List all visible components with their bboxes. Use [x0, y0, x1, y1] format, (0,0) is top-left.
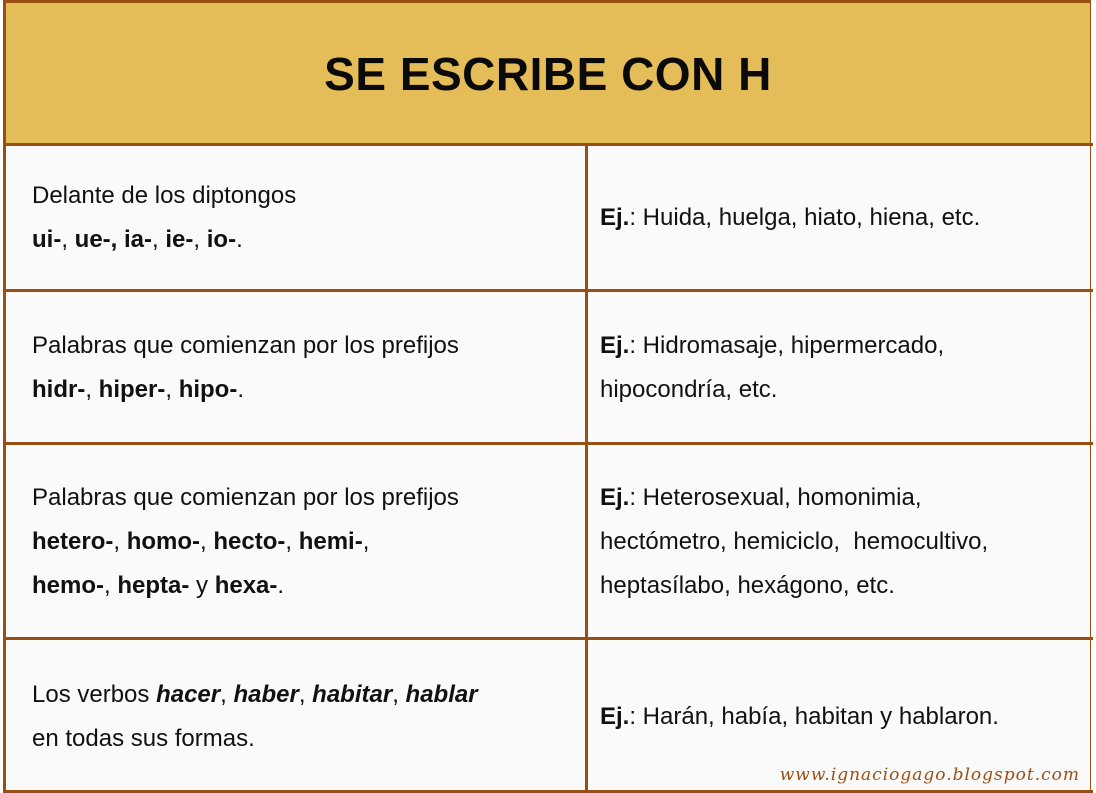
emphasis-segment: hemo-	[32, 571, 104, 599]
text-segment: .	[277, 571, 285, 599]
emphasis-segment: ue-,	[74, 226, 118, 253]
rule-line	[32, 673, 585, 717]
rule-cell	[6, 146, 585, 290]
rule-line	[32, 520, 585, 564]
emphasis-segment: Ej.	[600, 331, 630, 359]
emphasis-segment: hecto-	[213, 527, 286, 555]
rule-line	[32, 324, 585, 368]
text-segment: ,	[152, 226, 166, 253]
text-segment: ,	[104, 571, 118, 599]
example-line	[600, 368, 1090, 412]
emphasis-segment: io-	[206, 226, 237, 253]
text-segment: ,	[165, 375, 179, 403]
page-title: SE ESCRIBE CON H	[324, 47, 772, 100]
text-segment: .	[236, 226, 243, 253]
emphasis-segment: hipo-	[178, 375, 238, 403]
example-cell	[588, 292, 1090, 443]
example-cell	[588, 146, 1090, 290]
emphasis-segment: hidr-	[32, 375, 86, 403]
text-segment: ,	[113, 527, 127, 555]
text-segment: ,	[285, 527, 299, 555]
text-segment: : Heterosexual, homonimia,	[629, 483, 922, 511]
text-segment: Palabras que comienzan por los prefijos	[32, 483, 459, 511]
emphasis-segment: homo-	[126, 527, 200, 555]
text-segment: ,	[85, 375, 99, 403]
rule-line	[32, 476, 585, 520]
emphasis-segment: ie-	[165, 226, 194, 253]
emphasis-segment: haber	[233, 680, 299, 708]
text-segment: Palabras que comienzan por los prefijos	[32, 331, 459, 359]
text-segment: y	[189, 571, 215, 599]
example-line	[600, 196, 1090, 240]
text-segment: ,	[298, 680, 313, 708]
emphasis-segment: hetero-	[32, 527, 114, 555]
emphasis-segment: hacer	[156, 680, 221, 708]
rule-line	[32, 368, 585, 412]
text-segment: .	[237, 375, 244, 403]
rule-cell	[6, 292, 585, 443]
text-segment	[117, 226, 124, 253]
example-line	[600, 324, 1090, 368]
rule-line	[32, 174, 585, 218]
emphasis-segment: hablar	[405, 680, 478, 708]
rule-cell	[6, 445, 585, 638]
example-line	[600, 564, 1090, 608]
text-segment: : Harán, había, habitan y hablaron.	[629, 702, 999, 730]
example-line	[600, 476, 1090, 520]
emphasis-segment: hexa-	[214, 571, 278, 599]
emphasis-segment: ui-	[32, 226, 62, 253]
text-segment: hectómetro, hemiciclo, hemocultivo,	[600, 527, 989, 555]
emphasis-segment: ia-	[124, 226, 153, 253]
text-segment: ,	[220, 680, 234, 708]
emphasis-segment: habitar	[312, 680, 393, 708]
example-cell	[588, 445, 1090, 638]
text-segment: ,	[200, 527, 214, 555]
example-line	[600, 520, 1090, 564]
rule-line	[32, 564, 585, 608]
text-segment: : Huida, huelga, hiato, hiena, etc.	[629, 204, 981, 231]
text-segment: : Hidromasaje, hipermercado,	[629, 331, 945, 359]
text-segment: ,	[362, 527, 370, 555]
emphasis-segment: Ej.	[600, 204, 630, 231]
text-segment: ,	[392, 680, 406, 708]
text-segment: ,	[61, 226, 75, 253]
emphasis-segment: hemi-	[298, 527, 363, 555]
text-segment: hipocondría, etc.	[600, 375, 778, 403]
text-segment: en todas sus formas.	[32, 724, 255, 752]
emphasis-segment: hiper-	[98, 375, 166, 403]
watermark: www.ignaciogago.blogspot.com	[779, 765, 1080, 785]
table-header	[6, 3, 1090, 144]
emphasis-segment: Ej.	[600, 702, 630, 730]
emphasis-segment: hepta-	[117, 571, 190, 599]
text-segment: Delante de los diptongos	[32, 182, 297, 209]
text-segment: heptasílabo, hexágono, etc.	[600, 571, 895, 599]
example-line	[600, 695, 1090, 739]
rule-cell	[6, 640, 585, 793]
rule-line	[32, 218, 585, 262]
text-segment: ,	[193, 226, 207, 253]
text-segment: Los verbos	[32, 680, 157, 708]
emphasis-segment: Ej.	[600, 483, 630, 511]
rule-line	[32, 717, 585, 761]
